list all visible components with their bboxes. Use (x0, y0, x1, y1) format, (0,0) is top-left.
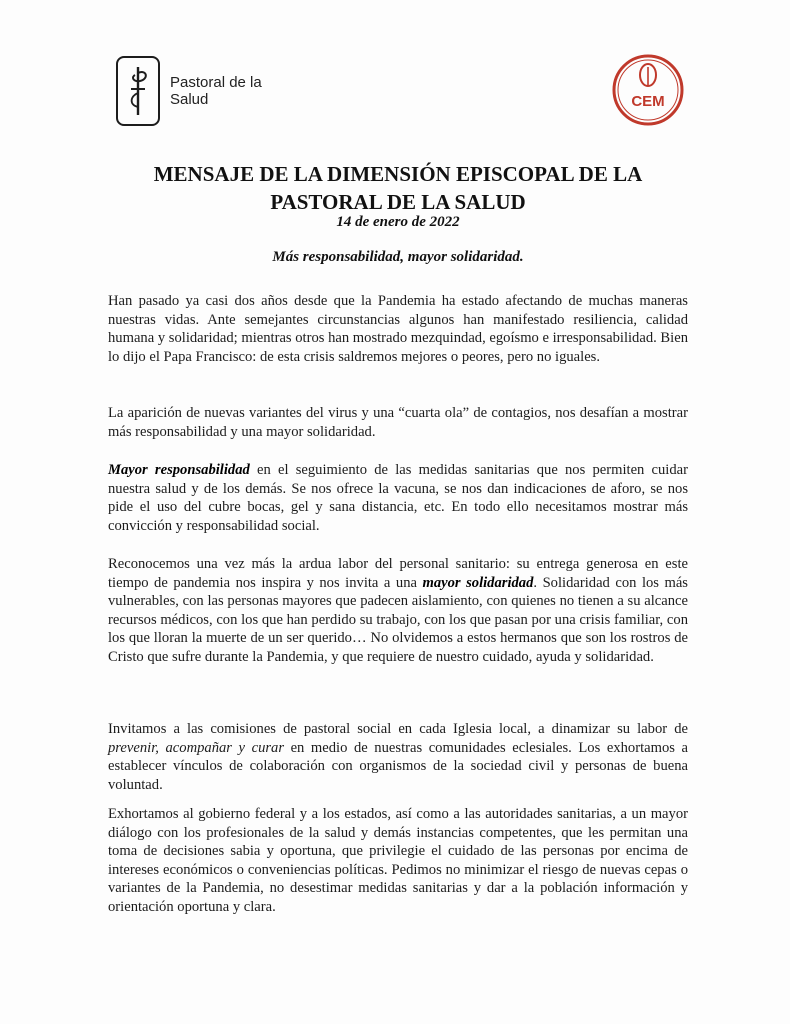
cem-logo (611, 53, 685, 127)
cem-emblem-icon (611, 53, 685, 127)
logo-text (170, 74, 280, 108)
paragraph-4 (108, 555, 688, 666)
logo-text-line2: Salud (170, 91, 209, 108)
emphasis-prevenir: prevenir, acompañar y curar (108, 739, 285, 756)
pastoral-cross-icon (116, 56, 160, 126)
paragraph-5-text: en medio de nuestras comunidades eclesiales. Los exhortamos a establecer vínculos de colaboración con organismos de la sociedad civil y personas de buena voluntad. (108, 739, 688, 793)
emphasis-mayor-responsabilidad: Mayor responsabilidad (108, 462, 250, 478)
title-line1: MENSAJE DE LA DIMENSIÓN EPISCOPAL DE LA (153, 162, 643, 186)
paragraph-2: La aparición de nuevas variantes del virus y una “cuarta ola” de contagios, nos desafían a mostrar más responsabilidad y una mayor solidaridad. (108, 405, 688, 440)
document-subtitle: Más responsabilidad, mayor solidaridad. (272, 249, 524, 265)
pastoral-salud-logo (116, 56, 280, 126)
paragraph-6: Exhortamos al gobierno federal y a los estados, así como a las autoridades sanitarias, a un mayor diálogo con los profesionales de la salud y demás instancias competentes, que les permitan una toma de decisiones sabia y oportuna, que privilegie el cuidado de las personas por encima de intereses económicos o conveniencias políticas. Pedimos no minimizar el riesgo de nuevas cepas o variantes de la Pandemia, no desestimar medidas sanitarias y dar a la población información y orientación oportuna y clara. (108, 806, 688, 915)
paragraph-5 (108, 720, 688, 794)
paragraph-4-start: Reconocemos una vez más la ardua labor del personal sanitario: su entrega generosa en este tiempo de pandemia nos inspira y nos invita a una (108, 556, 688, 591)
cem-label: CEM (631, 93, 665, 110)
paragraph-3 (108, 461, 688, 535)
title-line2: PASTORAL DE LA SALUD (270, 190, 526, 214)
document-title (60, 160, 736, 216)
paragraph-3-text: en el seguimiento de las medidas sanitarias que nos permiten cuidar nuestra salud y de los demás. Se nos ofrece la vacuna, se nos dan indicaciones de aforo, se nos pide el uso del cubre bocas, gel y sana distancia, etc. En todo ello necesitamos mostrar más convicción y responsabilidad social. (108, 462, 688, 534)
logo-text-line1: Pastoral de la (170, 74, 262, 91)
paragraph-1: Han pasado ya casi dos años desde que la Pandemia ha estado afectando de muchas maneras nuestras vidas. Ante semejantes circunstancias algunos han manifestado resiliencia, calidad humana y solidaridad; mientras otros han mostrado mezquindad, egoísmo e irresponsabilidad. Bien lo dijo el Papa Francisco: de esta crisis saldremos mejores o peores, pero no iguales. (108, 293, 688, 365)
paragraph-4-text: . Solidaridad con los más vulnerables, con las personas mayores que padecen aislamiento, con quienes no tienen a su alcance recursos médicos, con los que han perdido su trabajo, con los que pasan por una crisis familiar, con los que lloran la muerte de un ser querido… No olvidemos a estos hermanos que son los rostros de Cristo que sufre durante la Pandemia, y que requiere de nuestro cuidado, ayuda y solidaridad. (108, 574, 688, 665)
paragraph-5-start: Invitamos a las comisiones de pastoral social en cada Iglesia local, a dinamizar su labor de (108, 721, 688, 737)
document-date: 14 de enero de 2022 (336, 214, 460, 230)
emphasis-mayor-solidaridad: mayor solidaridad (422, 574, 534, 591)
